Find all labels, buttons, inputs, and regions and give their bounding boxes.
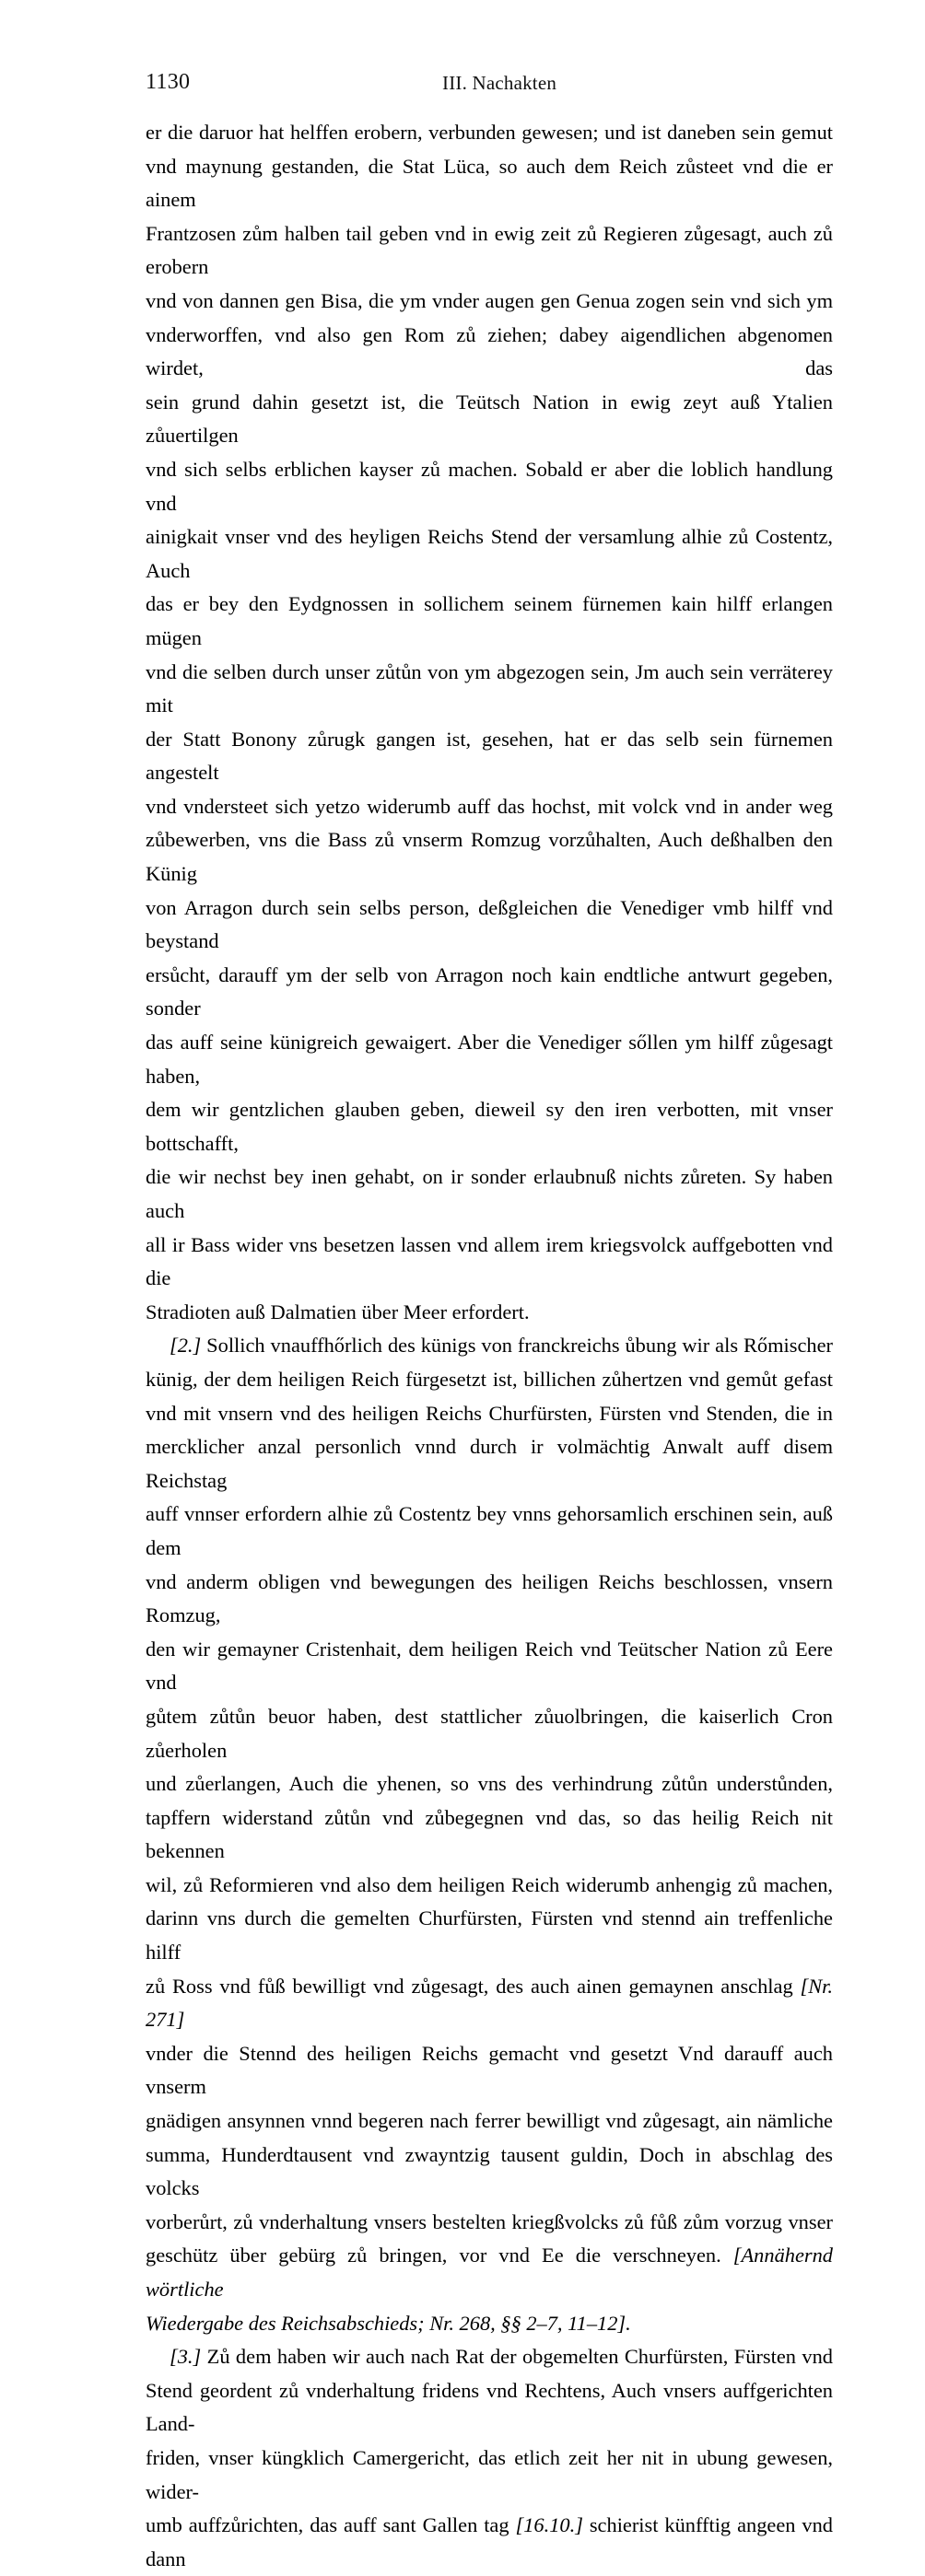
text-line [146,1093,833,1160]
line-text: den wir gemayner Cristenhait, dem heiligen Reich vnd Teütscher Nation zů Eere vnd [146,1637,833,1695]
line-text: Sollich vnauffhőrlich des künigs von franckreichs ůbung wir als Rőmischer [206,1334,833,1358]
line-text: von Arragon durch sein selbs person, deßgleichen die Venediger vmb hilff vnd beystand [146,895,833,953]
line-text: das er bey den Eydgnossen in sollichem seinem fürnemen kain hilff erlangen mügen [146,592,833,649]
line-text: sein grund dahin gesetzt ist, die Teütsch Nation in ewig zeyt auß Ytalien zůuertilgen [146,390,833,448]
line-text: Frantzosen zům halben tail geben vnd in ewig zeit zů Regieren zůgesagt, auch zů erobern [146,221,833,279]
line-text: zů Ross vnd fůß bewilligt vnd zůgesagt, des auch ainen gemaynen anschlag [146,1974,801,1998]
line-text: und zůerlangen, Auch die yhenen, so vns des verhindrung zůtůn understůnden, [146,1772,833,1796]
text-line [146,1633,833,1700]
text-line [146,1566,833,1633]
text-line [146,2139,833,2206]
line-text: vnderworffen, vnd also gen Rom zů ziehen; dabey aigendlichen abgenomen wirdet, das [146,322,833,380]
line-text: das auff seine künigreich gewaigert. Aber die Venediger sőllen ym hilff zůgesagt haben, [146,1031,833,1088]
text-line [146,2340,833,2374]
line-text: gnädigen ansynnen vnnd begeren nach ferrer bewilligt vnd zůgesagt, ain nämliche [146,2109,833,2133]
text-line [146,1397,833,1431]
line-text: mercklicher anzal personlich vnnd durch ir volmächtig Anwalt auff disem Reichstag [146,1435,833,1492]
text-line [146,116,833,150]
line-text: summa, Hunderdtausent vnd zwayntzig tausent guldin, Doch in abschlag des volcks [146,2142,833,2200]
text-line [146,453,833,520]
line-text: der Statt Bonony zůrugk gangen ist, gesehen, hat er das selb sein fürnemen angestelt [146,727,833,785]
text-line [146,1160,833,1228]
paragraph [146,1329,833,2340]
text-line [146,2239,833,2306]
page-number: 1130 [146,70,191,94]
text-line [146,1026,833,1093]
line-text: tapffern widerstand zůtůn vnd zůbegegnen vnd das, so das heilig Reich nit bekennen [146,1805,833,1863]
line-text: wil, zů Reformieren vnd also dem heiligen Reich widerumb anhengig zů machen, [146,1872,833,1896]
line-text: Zů dem haben wir auch nach Rat der obgemelten Churfürsten, Fürsten vnd [206,2345,833,2369]
line-text: all ir Bass wider vns besetzen lassen vnd allem irem kriegsvolck auffgebotten vnd die [146,1232,833,1290]
text-line [146,319,833,386]
text-line [146,1700,833,1767]
text-line [146,1970,833,2037]
text-line [146,150,833,217]
text-line [146,2442,833,2509]
line-text: vnd von dannen gen Bisa, die ym vnder augen gen Genua zogen sein vnd sich ym [146,288,833,312]
text-line [146,1767,833,1801]
text-line [146,892,833,959]
line-text: vnd mit vnsern vnd des heiligen Reichs Churfürsten, Fürsten vnd Stenden, die in [146,1401,833,1425]
line-text: friden, vnser küngklich Camergericht, das etlich zeit her nit in ubung gewesen, wider- [146,2445,833,2503]
text-line [146,1498,833,1565]
line-text: vnder die Stennd des heiligen Reichs gemacht vnd gesetzt Vnd darauff auch vnserm [146,2041,833,2099]
line-text: vorberůrt, zů vnderhaltung vnsers bestelten kriegßvolcks zů fůß zům vorzug vnser [146,2209,833,2233]
text-line [146,1902,833,1969]
text-line [146,2037,833,2104]
text-line [146,1801,833,1869]
text-line [146,823,833,891]
text-line [146,1329,833,1363]
line-text: Stend geordent zů vnderhaltung fridens vnd Rechtens, Auch vnsers auffgerichten Land- [146,2378,833,2436]
text-line [146,217,833,285]
line-text: geschütz über gebürg zů bringen, vor vnd Ee die verschneyen. [146,2244,733,2267]
text-block [146,116,833,2576]
text-line [146,1430,833,1498]
running-head [146,70,831,98]
line-text: vnd vndersteet sich yetzo widerumb auff das hochst, mit volck vnd in ander weg [146,794,833,818]
text-line [146,285,833,319]
line-text: ainigkait vnser vnd des heyligen Reichs Stend der versamlung alhie zů Costentz, Auch [146,525,833,582]
text-line [146,1869,833,1903]
paragraph [146,2340,833,2576]
line-text: Stradioten auß Dalmatien über Meer erfordert. [146,1300,530,1323]
line-text: die wir nechst bey inen gehabt, on ir sonder erlaubnuß nichts zůreten. Sy haben auch [146,1165,833,1222]
line-text: zůbewerben, vns die Bass zů vnserm Romzug vorzůhalten, Auch deßhalben den Künig [146,828,833,886]
line-text: vnd anderm obligen vnd bewegungen des heiligen Reichs beschlossen, vnsern Romzug, [146,1569,833,1627]
text-line [146,2374,833,2442]
text-line [146,1296,833,1330]
line-text: vnd maynung gestanden, die Stat Lüca, so auch dem Reich zůsteet vnd die er ainem [146,154,833,212]
line-text: auff vnnser erfordern alhie zů Costentz bey vnns gehorsamlich erschinen sein, auß dem [146,1502,833,1559]
text-line [146,959,833,1026]
text-line [146,588,833,655]
line-text: umb auffzůrichten, das auff sant Gallen tag [146,2513,516,2537]
line-text: dem wir gentzlichen glauben geben, dieweil sy den iren verbotten, mit vnser bottschafft, [146,1098,833,1155]
text-line [146,520,833,588]
text-line [146,1363,833,1397]
text-line [146,723,833,790]
text-line [146,790,833,824]
line-text: gůtem zůtůn beuor haben, dest stattlicher zůuolbringen, die kaiserlich Cron zůerholen [146,1704,833,1762]
text-line [146,386,833,453]
line-text: vnd sich selbs erblichen kayser zů machen. Sobald er aber die loblich handlung vnd [146,457,833,515]
editorial-reference: [Nr. 271] [146,1974,833,2032]
editorial-note: Wiedergabe des Reichsabschieds; Nr. 268, §§ 2–7, 11–12]. [146,2311,631,2335]
line-text: vnd die selben durch unser zůtůn von ym abgezogen sein, Jm auch sein verräterey mit [146,659,833,717]
section-marker: [2.] [170,1334,207,1358]
text-line [146,656,833,723]
editorial-reference: [Annähernd wörtliche [146,2244,833,2301]
line-text: ersůcht, darauff ym der selb von Arragon noch kain endtliche antwurt gegeben, sonder [146,962,833,1020]
running-head-title: III. Nachakten [442,72,557,94]
line-text: darinn vns durch die gemelten Churfürsten, Fürsten vnd stennd ain treffenliche hilff [146,1906,833,1964]
text-line [146,2104,833,2139]
text-line [146,1229,833,1296]
section-marker: [3.] [170,2345,207,2369]
paragraph [146,116,833,1329]
line-text: künig, der dem heiligen Reich fürgesetzt ist, billichen zůhertzen vnd gemůt gefast [146,1367,833,1391]
line-text-tail: schierist künfftig angeen vnd dann [146,2513,833,2570]
editorial-date: [16.10.] [515,2513,583,2537]
text-line [146,2509,833,2576]
line-text: er die daruor hat helffen erobern, verbunden gewesen; und ist daneben sein gemut [146,121,833,144]
text-line [146,2206,833,2240]
text-line [146,2307,833,2341]
